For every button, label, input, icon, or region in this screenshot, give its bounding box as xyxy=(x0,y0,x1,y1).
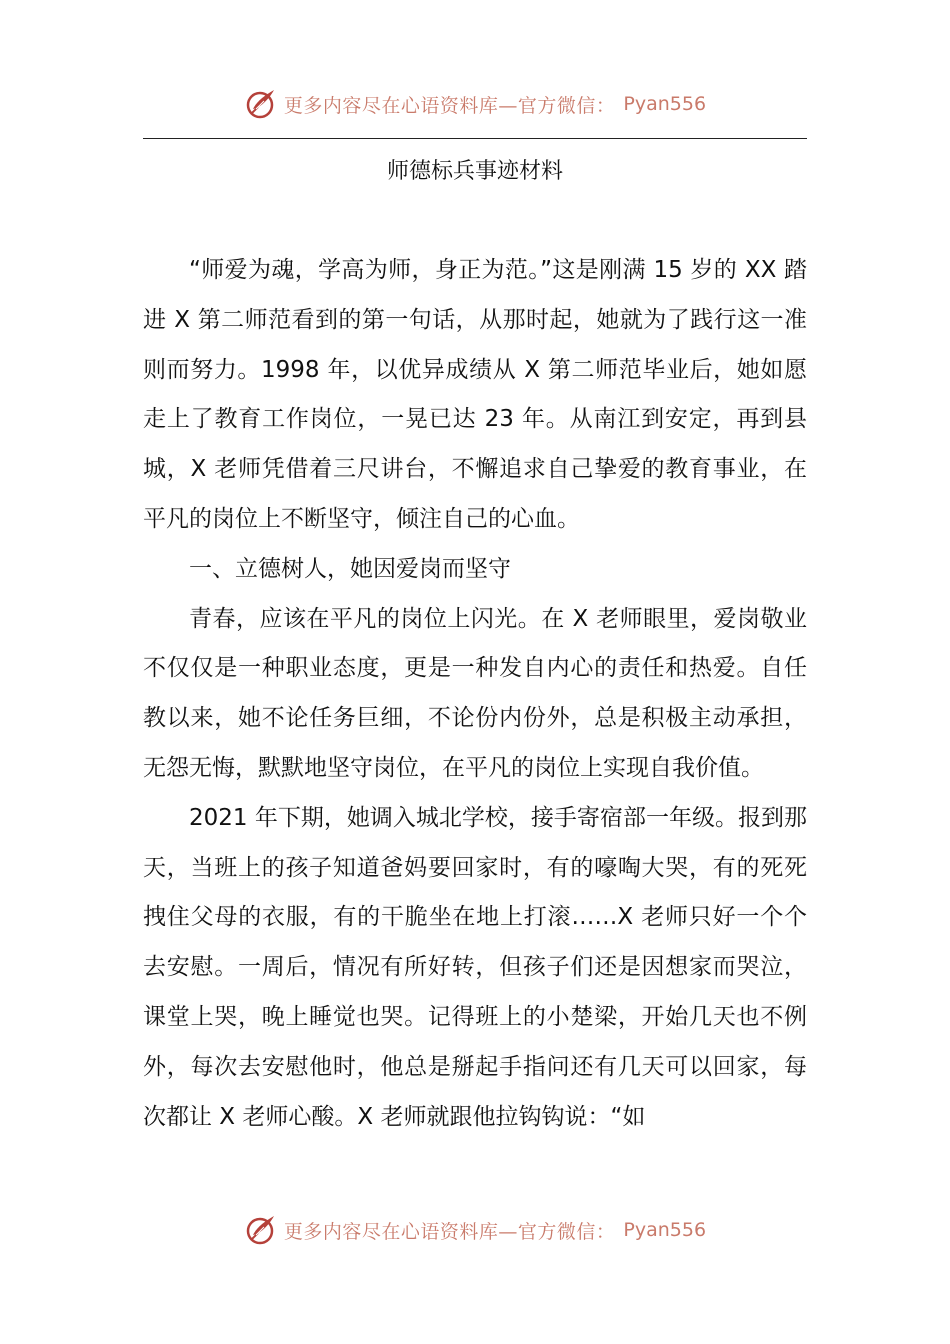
watermark-header xyxy=(0,84,950,124)
watermark-handle: Pyan556 xyxy=(623,1219,707,1241)
header-divider xyxy=(143,138,807,139)
section-heading: 一、立德树人，她因爱岗而坚守 xyxy=(189,555,511,582)
paragraph-2021: 2021 年下期，她调入城北学校，接手寄宿部一年级。报到那天，当班上的孩子知道爸妈要回家时，有的嚎啕大哭，有的死死拽住父母的衣服，有的干脆坐在地上打滚……X 老师只好一个个去安慰。一周后，情况有所好转，但孩子们还是因想家而哭泣，课堂上哭，晚上睡觉也哭。记得班上的小楚梁，开始几天也不例外，每次去安慰他时，他总是掰起手指问还有几天可以回家，每次都让 X 老师心酸。X 老师就跟他拉钩钩说：“如 xyxy=(143,804,807,1130)
watermark-text: 更多内容尽在心语资料库—官方微信： xyxy=(283,94,616,117)
paragraph-intro: “师爱为魂，学高为师，身正为范。”这是刚满 15 岁的 XX 踏进 X 第二师范看到的第一句话，从那时起，她就为了践行这一准则而努力。1998 年，以优异成绩从 X 第二师范毕业后，她如愿走上了教育工作岗位，一晃已达 23 年。从南江到安定，再到县城，X 老师凭借着三尺讲台，不懈追求自己挚爱的教育事业，在平凡的岗位上不断坚守，倾注自己的心血。 xyxy=(143,257,807,532)
watermark-footer xyxy=(0,1210,950,1250)
quill-logo-icon xyxy=(244,1213,278,1247)
watermark-text: 更多内容尽在心语资料库—官方微信： xyxy=(283,1220,616,1243)
quill-logo-icon xyxy=(244,87,278,121)
watermark-handle: Pyan556 xyxy=(623,93,707,115)
document-body xyxy=(143,246,807,1186)
document-title: 师德标兵事迹材料 xyxy=(386,159,563,184)
paragraph-dedication: 青春，应该在平凡的岗位上闪光。在 X 老师眼里，爱岗敬业不仅仅是一种职业态度，更是一种发自内心的责任和热爱。自任教以来，她不论任务巨细，不论份内份外，总是积极主动承担，无怨无悔，默默地坚守岗位，在平凡的岗位上实现自我价值。 xyxy=(143,605,807,781)
